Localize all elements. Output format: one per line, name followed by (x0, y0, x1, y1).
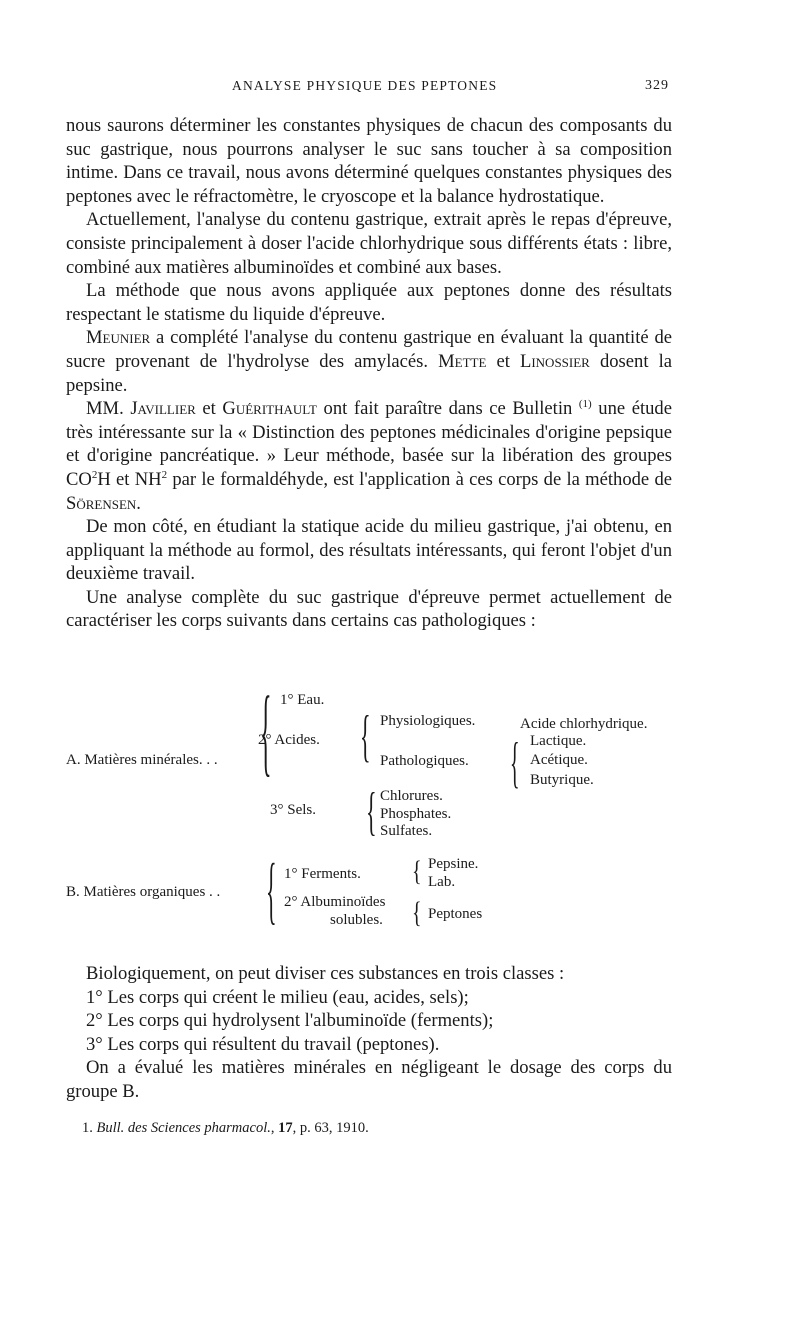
classes-section (66, 962, 672, 1104)
b-solubles: solubles. (330, 912, 383, 928)
author-linossier: Linossier (519, 350, 590, 372)
paragraph-3: La méthode que nous avons appliquée aux peptones donne des résultats respectant le statisme du liquide d'épreuve. (66, 280, 672, 325)
paragraph-5: MM. Javillier et Guérithault ont fait paraître dans ce Bulletin $^{(1)}$ une étude très intéressante sur la « Distinction des peptones médicinales d'origine pepsique et d'origine pancréatique. » Leur méthode, basée sur la libération des groupes $CO^2H$ et $NH^2$ par le formaldéhyde, est l'application à ces corps de la méthode de Sörensen. (66, 397, 673, 514)
footnote: 1. Bull. des Sciences pharmacol., 17, p. 63, 1910. (82, 1120, 369, 1136)
author-guerithault: Guérithault (222, 398, 317, 420)
b-ferments: 1° Ferments. (284, 866, 361, 882)
author-meunier: Meunier (86, 327, 151, 349)
paragraph-4: Meunier a complété l'analyse du contenu gastrique en évaluant la quantité de sucre provenant de l'hydrolyse des amylacés. Mette et Linossier dosent la pepsine. (66, 327, 672, 396)
a-label: A. Matières minérales. . . (66, 752, 218, 768)
list-item-1: 1° Les corps qui créent le milieu (eau, acides, sels); (86, 986, 469, 1008)
brace-peptones: { (412, 896, 422, 930)
brace-patho: { (510, 733, 520, 795)
b-albumino: 2° Albuminoïdes (284, 894, 386, 910)
brace-acides: { (360, 702, 371, 768)
a-eau: 1° Eau. (280, 692, 325, 708)
author-mette: Mette (438, 350, 487, 372)
running-title: ANALYSE PHYSIQUE DES PEPTONES (232, 78, 498, 93)
a-butyrique: Butyrique. (530, 772, 594, 788)
footnote-volume: 17 (278, 1120, 293, 1136)
a-patho: Pathologiques. (380, 753, 469, 769)
author-javillier: Javillier (130, 398, 196, 420)
b-lab: Lab. (428, 874, 456, 890)
b-peptones: Peptones (428, 906, 483, 922)
list-item-2: 2° Les corps qui hydrolysent l'albuminoïde (ferments); (86, 1010, 494, 1032)
author-sorensen: Sörensen (66, 492, 137, 514)
list-item-3: 3° Les corps qui résultent du travail (peptones). (86, 1033, 440, 1055)
page-number: 329 (645, 78, 669, 93)
a-chlorhydrique: Acide chlorhydrique. (520, 716, 648, 732)
paragraph-2: Actuellement, l'analyse du contenu gastrique, extrait après le repas d'épreuve, consiste principalement à doser l'acide chlorhydrique sous différents états : libre, combiné aux matières albuminoïdes et combiné aux bases. (66, 209, 672, 278)
paragraph-8: Biologiquement, on peut diviser ces substances en trois classes : (86, 963, 565, 984)
running-header (0, 78, 800, 98)
paragraph-6: De mon côté, en étudiant la statique acide du milieu gastrique, j'ai obtenu, en appliquant la méthode au formol, des résultats intéressants, qui feront l'objet d'un deuxième travail. (66, 516, 672, 585)
a-sels: 3° Sels. (270, 802, 317, 818)
body-text (66, 114, 672, 633)
a-lactique: Lactique. (530, 733, 587, 749)
a-sulfates: Sulfates. (380, 823, 433, 839)
paragraph-1: nous saurons déterminer les constantes physiques de chacun des composants du suc gastrique, nous pourrons analyser le suc sans toucher à sa composition intime. Dans ce travail, nous avons déterminé quelques constantes physiques des peptones avec le réfractomètre, le cryoscope et la balance hydrostatique. (66, 115, 672, 207)
a-acides: 2° Acides. (258, 732, 320, 748)
brace-a-top: { (260, 681, 272, 789)
b-pepsine: Pepsine. (428, 856, 479, 872)
footnote-ref: (1) (578, 397, 592, 410)
paragraph-9: On a évalué les matières minérales en négligeant le dosage des corps du groupe B. (66, 1057, 672, 1102)
a-acetique: Acétique. (530, 752, 588, 768)
footnote-journal: Bull. des Sciences pharmacol. (96, 1120, 271, 1136)
a-physio: Physiologiques. (380, 713, 476, 729)
a-chlorures: Chlorures. (380, 788, 443, 804)
b-label: B. Matières organiques . . (66, 884, 221, 900)
brace-ferments: { (412, 856, 422, 888)
a-phosphates: Phosphates. (380, 806, 452, 822)
paragraph-7: Une analyse complète du suc gastrique d'épreuve permet actuellement de caractériser les corps suivants dans certains cas pathologiques : (66, 586, 672, 632)
brace-sels: { (366, 781, 377, 842)
brace-b: { (266, 847, 277, 933)
